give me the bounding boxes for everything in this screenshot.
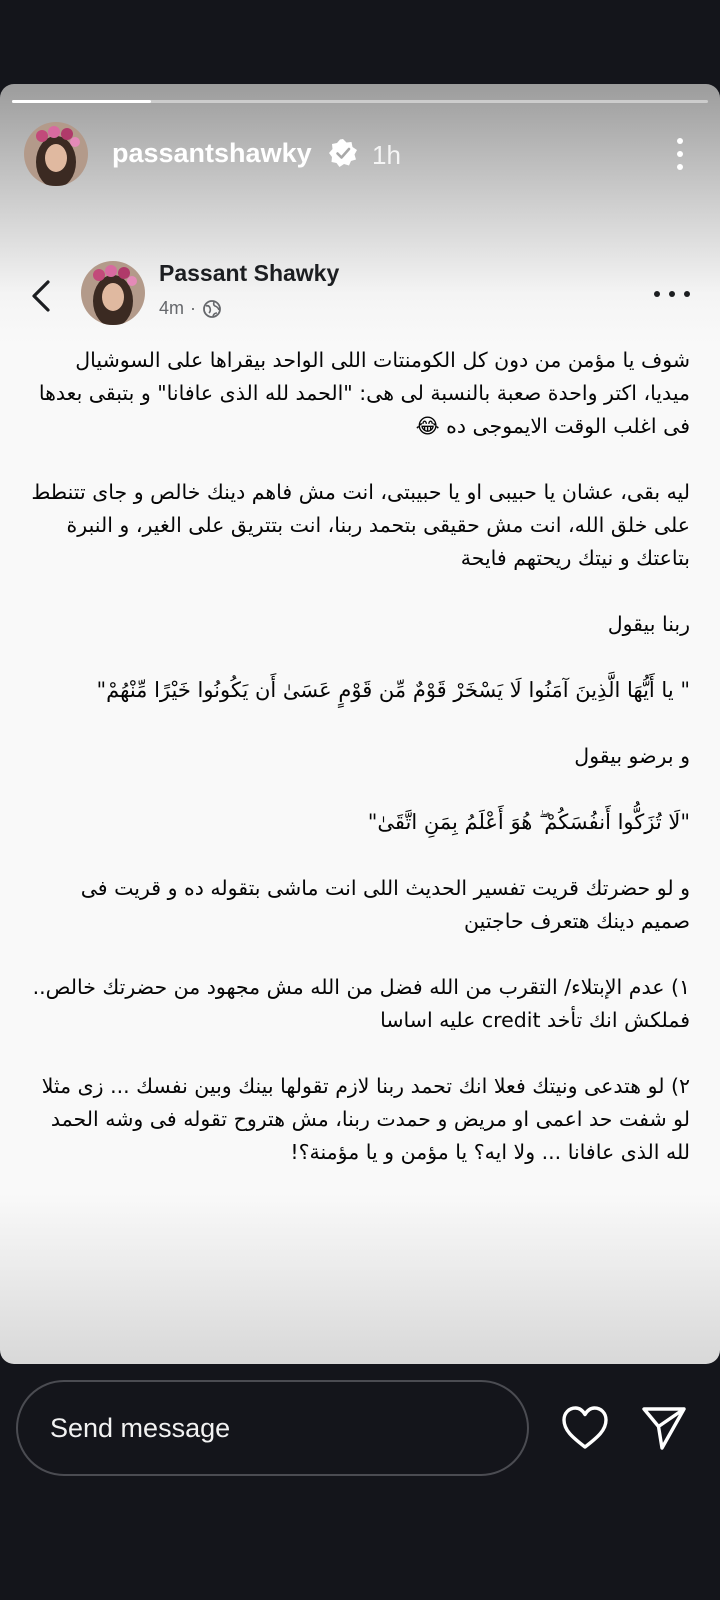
post-author-avatar — [81, 261, 145, 325]
post-paragraph: ١) عدم الإبتلاء/ التقرب من الله فضل من الله مش مجهود من حضرتك خالص.. فملكش انك تأخد credit عليه اساسا — [32, 975, 690, 1032]
back-arrow-icon — [26, 276, 56, 316]
send-message-placeholder: Send message — [50, 1412, 231, 1443]
post-more-options-icon — [654, 288, 690, 300]
story-avatar[interactable] — [24, 122, 88, 186]
quran-verse: " يا أَيُّهَا الَّذِينَ آمَنُوا لَا يَسْخَرْ قَوْمٌ مِّن قَوْمٍ عَسَىٰ أَن يَكُونُوا خَيْرًا مِّنْهُمْ" — [96, 678, 690, 702]
verified-badge-icon — [328, 138, 358, 168]
story-progress-fill — [12, 100, 151, 103]
post-paragraph: و لو حضرتك قريت تفسير الحديث اللى انت ماشى بتقوله ده و قريت فى صميم دينك هتعرف حاجتين — [80, 876, 690, 933]
post-paragraph: ربنا بيقول — [607, 612, 690, 636]
post-paragraph: ٢) لو هتدعى ونيتك فعلا انك تحمد ربنا لازم تقولها بينك وبين نفسك ... زى مثلا لو شفت حد اعمى او مريض و حمدت ربنا، مش هتروح تقوله فى وشه الحمد لله الذى عافانا ... ولا ايه؟ يا مؤمن و يا مؤمنة؟! — [41, 1074, 690, 1164]
post-paragraph: و برضو بيقول — [574, 744, 690, 768]
meta-separator: · — [190, 298, 197, 318]
post-paragraph: شوف يا مؤمن من دون كل الكومنتات اللى الواحد بيقراها على السوشيال ميديا، اكتر واحدة صعبة بالنسبة لى هى: "الحمد لله الذى عافانا" و بتبقى بعدها فى اغلب الوقت الايموجى ده 😂 — [38, 348, 690, 438]
heart-icon[interactable] — [560, 1404, 610, 1452]
story-more-options-icon[interactable] — [666, 132, 696, 176]
post-meta — [159, 298, 222, 319]
send-message-input[interactable] — [16, 1380, 529, 1476]
post-author-name: Passant Shawky — [159, 260, 340, 286]
story-progress-bar — [12, 100, 708, 103]
send-icon[interactable] — [640, 1404, 688, 1452]
story-time: 1h — [372, 140, 401, 170]
story-header — [24, 122, 696, 186]
quran-verse: "لَا تُزَكُّوا أَنفُسَكُمْ ۖ هُوَ أَعْلَمُ بِمَنِ اتَّقَىٰ" — [367, 810, 690, 834]
globe-icon — [202, 299, 222, 319]
facebook-post-screenshot — [0, 254, 720, 1204]
story-frame[interactable] — [0, 84, 720, 1364]
post-time: 4m — [159, 298, 185, 318]
post-body — [30, 344, 690, 1169]
story-username[interactable]: passantshawky — [112, 138, 312, 168]
post-paragraph: ليه بقى، عشان يا حبيبى او يا حبيبتى، انت مش فاهم دينك خالص و جاى تتنطط على خلق الله، انت مش حقيقى بتحمد ربنا، انت بتتريق على الغير، و النبرة بتاعتك و نيتك ريحتهم فايحة — [31, 480, 690, 570]
reply-bar — [0, 1364, 720, 1600]
